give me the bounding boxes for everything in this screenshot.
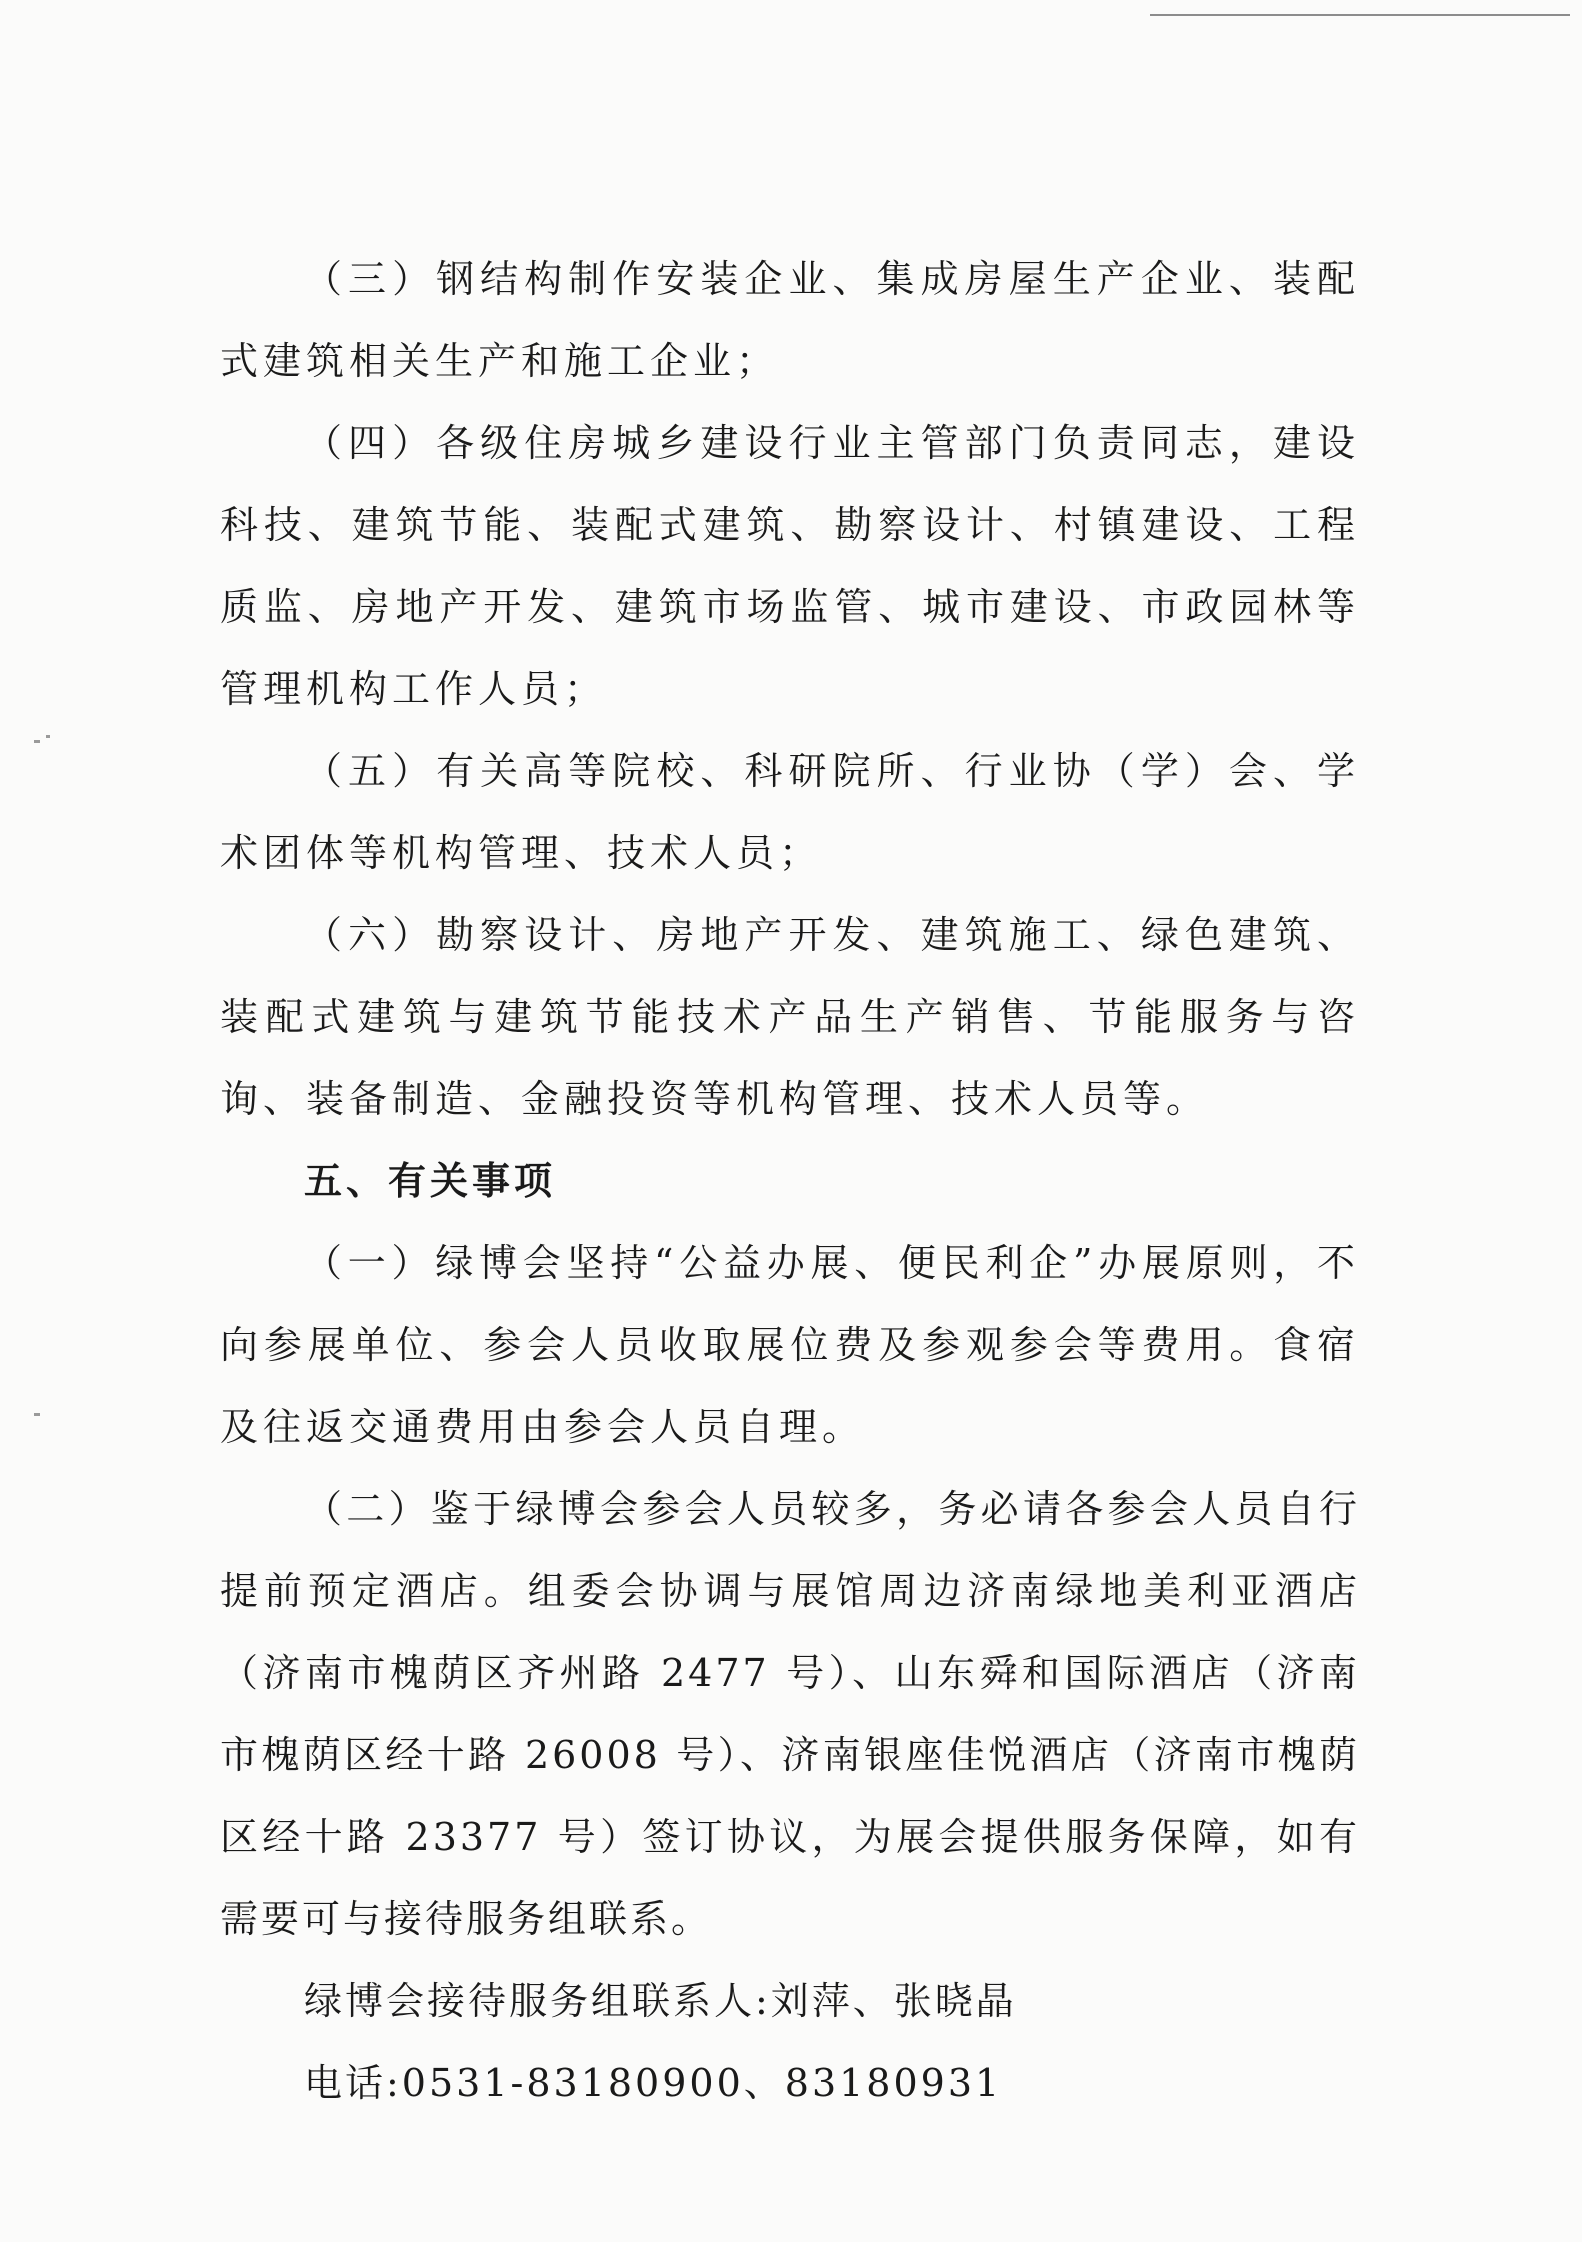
section-paragraph-2: （二）鉴于绿博会参会人员较多，务必请各参会人员自行提前预定酒店。组委会协调与展馆周边济南绿地美利亚酒店（济南市槐荫区齐州路 2477 号）、山东舜和国际酒店（济南市槐荫区经十路 26008 号）、济南银座佳悦酒店（济南市槐荫区经十路 23377 号）签订协议，为展会提供服务保障，如有需要可与接待服务组联系。 [220, 1487, 1360, 1941]
document-body [220, 238, 1360, 2124]
paragraph-item-4: （四）各级住房城乡建设行业主管部门负责同志，建设科技、建筑节能、装配式建筑、勘察设计、村镇建设、工程质监、房地产开发、建筑市场监管、城市建设、市政园林等管理机构工作人员； [220, 421, 1360, 711]
section-paragraph-1: （一）绿博会坚持“公益办展、便民利企”办展原则，不向参展单位、参会人员收取展位费及参观参会等费用。食宿及往返交通费用由参会人员自理。 [220, 1241, 1360, 1449]
section-heading: 五、有关事项 [304, 1159, 557, 1203]
contact-phone: 电话:0531-83180900、83180931 [304, 2061, 1003, 2105]
paragraph-item-3: （三）钢结构制作安装企业、集成房屋生产企业、装配式建筑相关生产和施工企业； [220, 257, 1360, 383]
contact-person: 绿博会接待服务组联系人:刘萍、张晓晶 [304, 1979, 1017, 2023]
scan-top-rule [1150, 14, 1570, 16]
scan-speck [34, 740, 40, 743]
scan-speck [34, 1413, 40, 1416]
scan-speck [46, 735, 50, 738]
paragraph-item-5: （五）有关高等院校、科研院所、行业协（学）会、学术团体等机构管理、技术人员； [220, 749, 1360, 875]
paragraph-item-6: （六）勘察设计、房地产开发、建筑施工、绿色建筑、装配式建筑与建筑节能技术产品生产销售、节能服务与咨询、装备制造、金融投资等机构管理、技术人员等。 [220, 913, 1360, 1121]
